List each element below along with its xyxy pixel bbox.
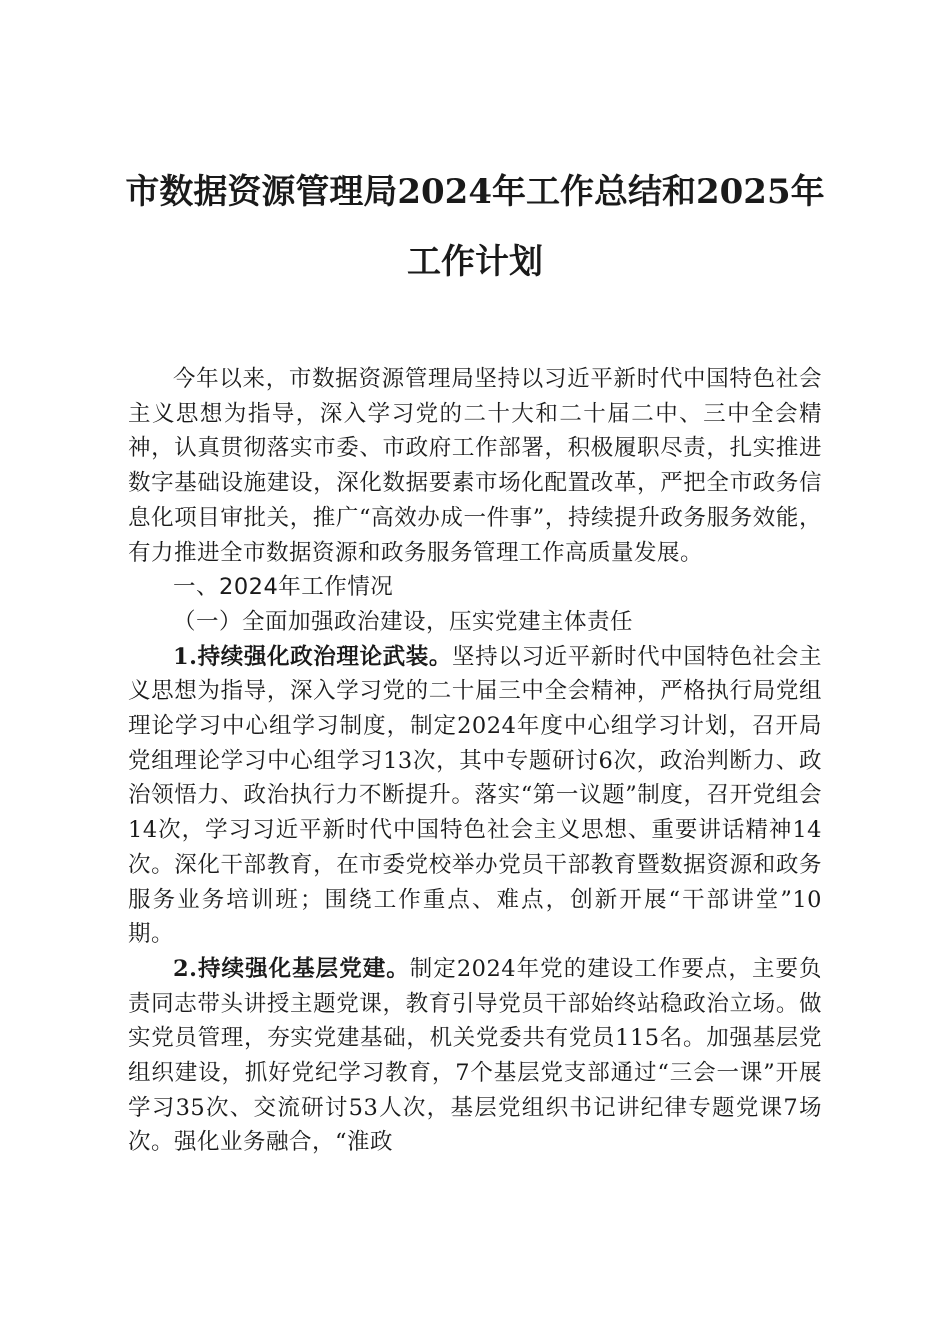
document-title-line-2: 工作计划 xyxy=(407,242,543,282)
document-body xyxy=(128,362,822,1160)
item-1-body: 坚持以习近平新时代中国特色社会主义思想为指导，深入学习党的二十届三中全会精神，严格执行局党组理论学习中心组学习制度，制定2024年度中心组学习计划，召开局党组理论学习中心组学习13次，其中专题研讨6次，政治判断力、政治领悟力、政治执行力不断提升。落实“第一议题”制度，召开党组会14次，学习习近平新时代中国特色社会主义思想、重要讲话精神14次。深化干部教育，在市委党校举办党员干部教育暨数据资源和政务服务业务培训班；围绕工作重点、难点，创新开展“干部讲堂”10期。 xyxy=(128,643,822,948)
item-1-paragraph xyxy=(128,640,822,952)
item-2-paragraph xyxy=(128,952,822,1160)
section-heading-2024-work: 一、2024年工作情况 xyxy=(173,574,394,601)
intro-paragraph: 今年以来，市数据资源管理局坚持以习近平新时代中国特色社会主义思想为指导，深入学习党的二十大和二十届二中、三中全会精神，认真贯彻落实市委、市政府工作部署，积极履职尽责，扎实推进数字基础设施建设，深化数据要素市场化配置改革，严把全市政务信息化项目审批关，推广“高效办成一件事”，持续提升政务服务效能，有力推进全市数据资源和政务服务管理工作高质量发展。 xyxy=(128,366,822,566)
document-title-line-1: 市数据资源管理局2024年工作总结和2025年 xyxy=(125,172,825,212)
subsection-heading-political-building: （一）全面加强政治建设，压实党建主体责任 xyxy=(173,608,634,635)
item-1-lead: 1.持续强化政治理论武装。 xyxy=(173,643,453,670)
item-2-lead: 2.持续强化基层党建。 xyxy=(173,955,410,982)
item-2-body: 制定2024年党的建设工作要点，主要负责同志带头讲授主题党课，教育引导党员干部始终站稳政治立场。做实党员管理，夯实党建基础，机关党委共有党员115名。加强基层党组织建设，抓好党纪学习教育，7个基层党支部通过“三会一课”开展学习35次、交流研讨53人次，基层党组织书记讲纪律专题党课7场次。强化业务融合，“淮政 xyxy=(128,955,822,1156)
